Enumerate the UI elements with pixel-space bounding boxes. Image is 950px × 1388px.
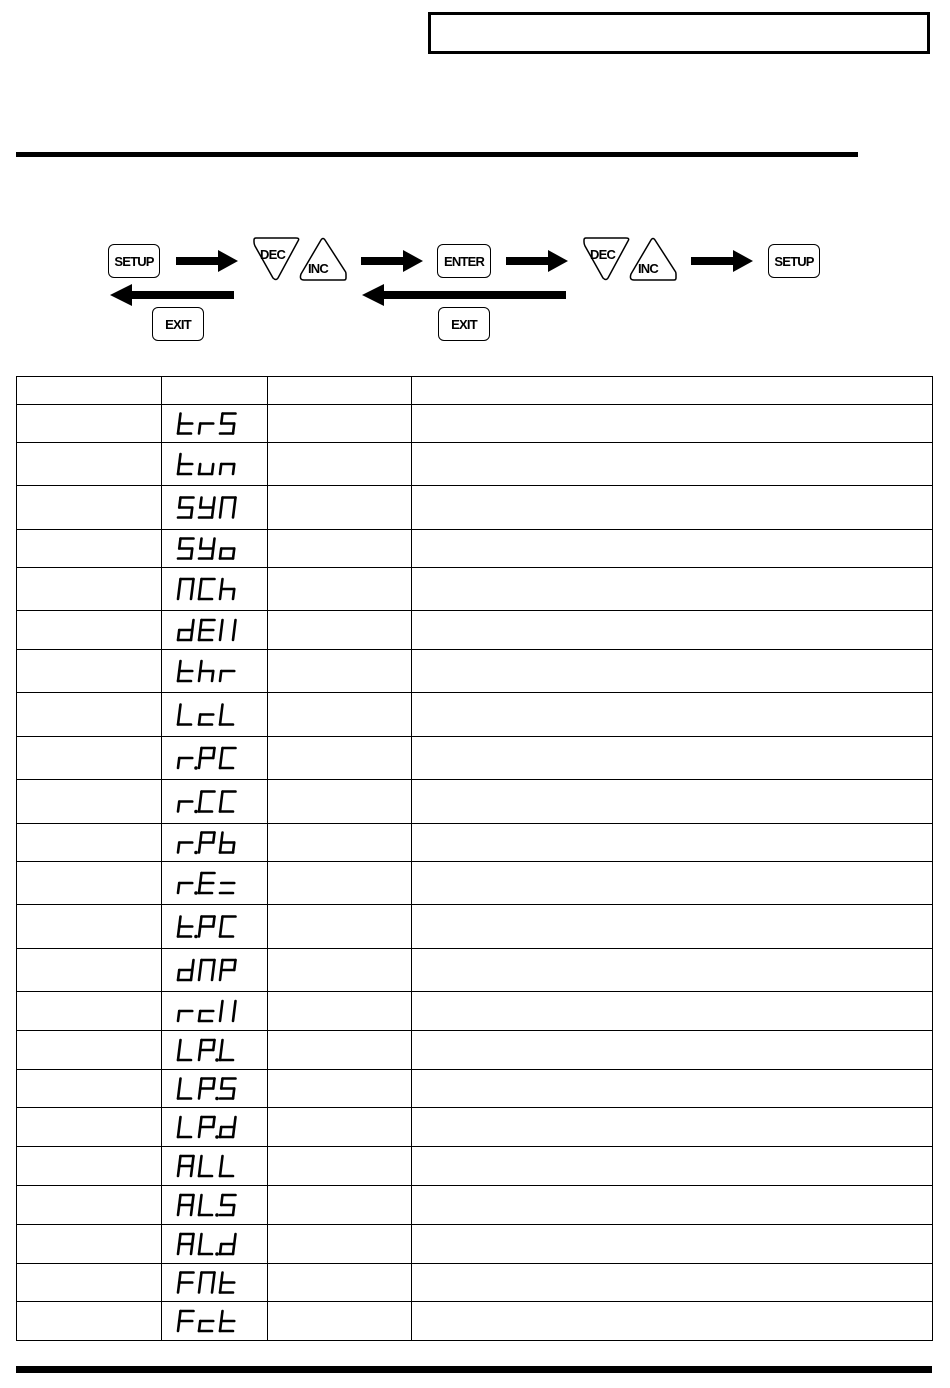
value-cell	[268, 992, 412, 1031]
display-code	[162, 1302, 266, 1340]
description-cell	[412, 530, 933, 568]
value-cell	[268, 905, 412, 949]
exit-button-label: EXIT	[451, 316, 477, 332]
display-code-cell	[162, 486, 268, 530]
description-cell	[412, 486, 933, 530]
table-row	[17, 949, 933, 992]
description-cell	[412, 1070, 933, 1108]
table-row	[17, 530, 933, 568]
description-cell	[412, 949, 933, 992]
parameter-cell	[17, 992, 162, 1031]
parameter-cell	[17, 693, 162, 737]
description-cell	[412, 650, 933, 693]
display-code-cell	[162, 862, 268, 905]
description-cell	[412, 862, 933, 905]
table-row	[17, 443, 933, 486]
description-cell	[412, 1031, 933, 1070]
description-cell	[412, 905, 933, 949]
table-row	[17, 905, 933, 949]
display-code-cell	[162, 1108, 268, 1147]
value-cell	[268, 1225, 412, 1264]
arrow-right-icon	[691, 250, 753, 272]
description-cell	[412, 405, 933, 443]
enter-button-label: ENTER	[443, 253, 485, 269]
table-row	[17, 693, 933, 737]
display-code-cell	[162, 1031, 268, 1070]
description-cell	[412, 737, 933, 780]
exit-button[interactable]	[152, 307, 204, 341]
value-cell	[268, 1264, 412, 1302]
display-code-cell	[162, 443, 268, 486]
dec-inc-buttons[interactable]	[582, 236, 678, 282]
value-cell	[268, 1031, 412, 1070]
display-code	[162, 1186, 266, 1224]
arrow-right-icon	[176, 250, 238, 272]
parameter-table	[16, 376, 933, 1341]
display-code-cell	[162, 949, 268, 992]
display-code	[162, 780, 266, 823]
parameter-cell	[17, 1225, 162, 1264]
display-code	[162, 1108, 266, 1146]
parameter-cell	[17, 1108, 162, 1147]
description-cell	[412, 611, 933, 650]
table-row	[17, 1031, 933, 1070]
table-row	[17, 1186, 933, 1225]
display-code-cell	[162, 824, 268, 862]
display-code	[162, 949, 266, 991]
table-row	[17, 862, 933, 905]
table-row	[17, 405, 933, 443]
value-cell	[268, 780, 412, 824]
display-code	[162, 405, 266, 442]
dec-inc-buttons[interactable]	[252, 236, 348, 282]
section-rule	[16, 152, 858, 157]
display-code	[162, 1225, 266, 1263]
description-cell	[412, 443, 933, 486]
display-code	[162, 443, 266, 485]
value-cell	[268, 1147, 412, 1186]
description-cell	[412, 1147, 933, 1186]
value-cell	[268, 824, 412, 862]
display-code-cell	[162, 992, 268, 1031]
value-cell	[268, 530, 412, 568]
parameter-cell	[17, 737, 162, 780]
display-code	[162, 1147, 266, 1185]
display-code-cell	[162, 780, 268, 824]
table-row	[17, 568, 933, 611]
value-cell	[268, 611, 412, 650]
arrow-left-icon	[110, 284, 234, 306]
display-code	[162, 693, 266, 736]
description-cell	[412, 1225, 933, 1264]
parameter-cell	[17, 1147, 162, 1186]
display-code-cell	[162, 1070, 268, 1108]
parameter-cell	[17, 824, 162, 862]
table-row	[17, 486, 933, 530]
display-code	[162, 650, 266, 692]
column-header	[268, 377, 412, 405]
display-code	[162, 530, 266, 567]
description-cell	[412, 1108, 933, 1147]
table-row	[17, 780, 933, 824]
display-code-cell	[162, 650, 268, 693]
display-code-cell	[162, 1225, 268, 1264]
arrow-right-icon	[361, 250, 423, 272]
parameter-cell	[17, 650, 162, 693]
value-cell	[268, 443, 412, 486]
display-code	[162, 1031, 266, 1069]
parameter-cell	[17, 949, 162, 992]
description-cell	[412, 780, 933, 824]
table-row	[17, 1108, 933, 1147]
display-code	[162, 486, 266, 529]
value-cell	[268, 949, 412, 992]
table-row	[17, 1147, 933, 1186]
parameter-cell	[17, 1031, 162, 1070]
description-cell	[412, 824, 933, 862]
footer-rule	[16, 1366, 932, 1373]
description-cell	[412, 1302, 933, 1341]
display-code-cell	[162, 693, 268, 737]
display-code	[162, 568, 266, 610]
column-header	[412, 377, 933, 405]
description-cell	[412, 992, 933, 1031]
arrow-left-icon	[362, 284, 566, 306]
inc-label: INC	[308, 261, 328, 276]
description-cell	[412, 693, 933, 737]
parameter-cell	[17, 780, 162, 824]
table-header-row	[17, 377, 933, 405]
setup-button-label: SETUP	[114, 253, 154, 269]
display-code	[162, 1264, 266, 1301]
value-cell	[268, 568, 412, 611]
display-code	[162, 824, 266, 861]
parameter-cell	[17, 486, 162, 530]
description-cell	[412, 568, 933, 611]
parameter-cell	[17, 905, 162, 949]
parameter-cell	[17, 611, 162, 650]
exit-button-label: EXIT	[165, 316, 191, 332]
display-code-cell	[162, 1264, 268, 1302]
parameter-cell	[17, 1186, 162, 1225]
setup-button-label: SETUP	[774, 253, 814, 269]
display-code-cell	[162, 1302, 268, 1341]
value-cell	[268, 693, 412, 737]
value-cell	[268, 1108, 412, 1147]
value-cell	[268, 1186, 412, 1225]
display-code-cell	[162, 405, 268, 443]
display-code	[162, 862, 266, 904]
setup-button[interactable]	[768, 244, 820, 278]
parameter-cell	[17, 862, 162, 905]
parameter-cell	[17, 405, 162, 443]
display-code-cell	[162, 737, 268, 780]
display-code-cell	[162, 1186, 268, 1225]
table-row	[17, 650, 933, 693]
description-cell	[412, 1186, 933, 1225]
display-code	[162, 905, 266, 948]
value-cell	[268, 650, 412, 693]
display-code	[162, 611, 266, 649]
setup-button[interactable]	[108, 244, 160, 278]
display-code-cell	[162, 611, 268, 650]
table-row	[17, 824, 933, 862]
parameter-cell	[17, 530, 162, 568]
description-cell	[412, 1264, 933, 1302]
value-cell	[268, 737, 412, 780]
column-header	[17, 377, 162, 405]
display-code-cell	[162, 530, 268, 568]
column-header	[162, 377, 268, 405]
table-row	[17, 611, 933, 650]
inc-label: INC	[638, 261, 658, 276]
arrow-right-icon	[506, 250, 568, 272]
table-row	[17, 1070, 933, 1108]
table-row	[17, 1302, 933, 1341]
table-row	[17, 1225, 933, 1264]
value-cell	[268, 405, 412, 443]
value-cell	[268, 862, 412, 905]
parameter-cell	[17, 443, 162, 486]
header-box	[428, 12, 930, 54]
table-row	[17, 737, 933, 780]
value-cell	[268, 1070, 412, 1108]
table-row	[17, 992, 933, 1031]
exit-button[interactable]	[438, 307, 490, 341]
display-code-cell	[162, 568, 268, 611]
table-row	[17, 1264, 933, 1302]
dec-label: DEC	[260, 247, 286, 262]
parameter-cell	[17, 1302, 162, 1341]
display-code	[162, 737, 266, 779]
display-code	[162, 992, 266, 1030]
value-cell	[268, 486, 412, 530]
enter-button[interactable]	[437, 244, 491, 278]
parameter-cell	[17, 1070, 162, 1108]
parameter-cell	[17, 568, 162, 611]
display-code	[162, 1070, 266, 1107]
dec-label: DEC	[590, 247, 616, 262]
parameter-cell	[17, 1264, 162, 1302]
value-cell	[268, 1302, 412, 1341]
display-code-cell	[162, 905, 268, 949]
display-code-cell	[162, 1147, 268, 1186]
